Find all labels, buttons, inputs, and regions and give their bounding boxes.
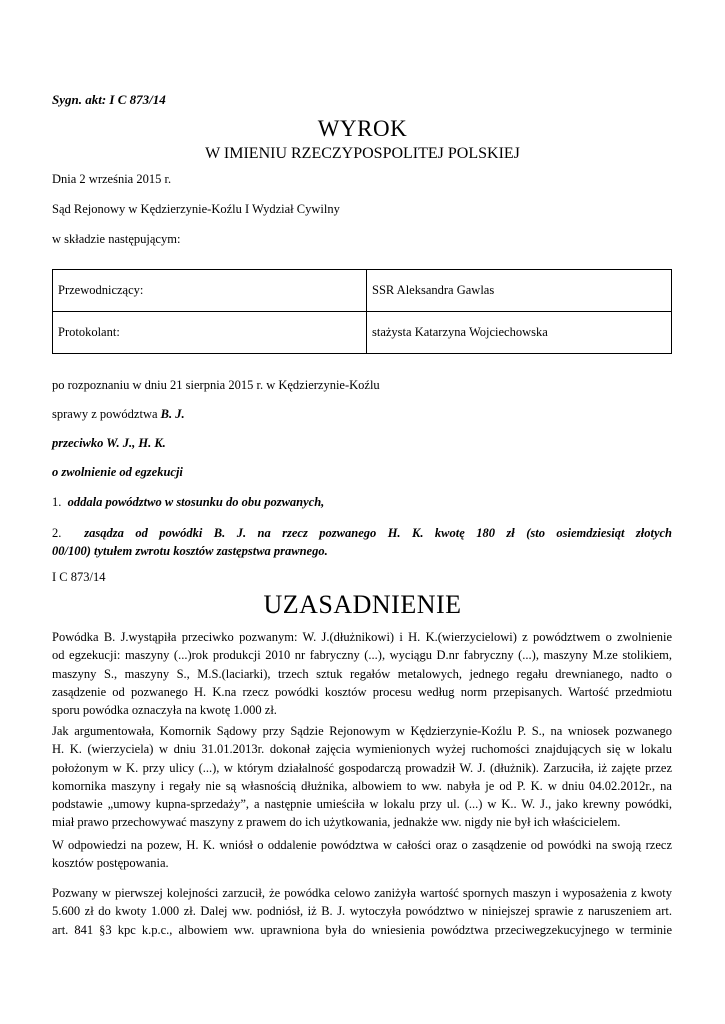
verdict-text-line1: zasądza od powódki B. J. na rzecz pozwanego H. K. kwotę 180 zł (sto osiemdziesiąt złotych	[84, 526, 672, 540]
court-name: Sąd Rejonowy w Kędzierzynie-Koźlu I Wydział Cywilny	[52, 202, 340, 216]
table-row	[53, 270, 672, 312]
verdict-text: oddala powództwo w stosunku do obu pozwanych,	[67, 495, 325, 509]
case-subject: o zwolnienie od egzekucji	[52, 465, 183, 479]
verdict-item-1	[52, 495, 324, 510]
justification-paragraph: Jak argumentowała, Komornik Sądowy przy Sądzie Rejonowym w Kędzierzynie-Koźlu P. S., na wniosek pozwanego H. K. (wierzyciela) w dniu 31.01.2013r. dokonał zajęcia wymienionych wyżej ruchomości znajdujących się w lokalu położonym w K. przy ulicy (...), w którym działalność gospodarczą prowadził W. J. (dłużnik). Zarzuciła, iż zajęte przez komornika maszyny i regały nie są własnością dłużnika, albowiem to ww. nabyła je od P. K. w dniu 04.02.2012r., na podstawie „umowy kupna-sprzedaży”, a następnie umieściła w lokalu przy ul. (...) w K.. W. J., jako krewny powódki, miał prawo przechowywać maszyny z prawem do ich użytkowania, jednakże ww. nigdy nie był ich właścicielem.	[52, 724, 672, 830]
name-cell: stażysta Katarzyna Wojciechowska	[367, 312, 672, 354]
justification-paragraph: Powódka B. J.wystąpiła przeciwko pozwanym: W. J.(dłużnikowi) i H. K.(wierzycielowi) z powództwem o zwolnienie od egzekucji: maszyny (...)rok produkcji 2010 nr fabryczny (...), wyciągu D.nr fabryczny (...), maszyny M.ze stolikiem, maszyny S., maszyny S., M.S.(laciarki), trzech sztuk regałów metalowych, jednego regału drewnianego, nadto o zasądzenie od pozwanego H. K.na rzecz powódki kosztów procesu według norm przepisanych. Wartość przedmiotu sporu powódka oznaczyła na kwotę 1.000 zł.	[52, 630, 672, 718]
justification-paragraph: Pozwany w pierwszej kolejności zarzucił, że powódka celowo zaniżyła wartość spornych maszyn i wyposażenia z kwoty 5.600 zł do kwoty 1.000 zł. Dalej ww. podniósł, iż B. J. wytoczyła powództwo w niniejszej sprawie z naruszeniem art. art. 841 §3 kpc k.p.c., albowiem ww. uprawniona była do wniesienia powództwa przeciwegzekucyjnego w terminie	[52, 886, 672, 937]
document-title: WYROK	[317, 116, 408, 141]
verdict-number: 2.	[52, 526, 62, 540]
table-row	[53, 312, 672, 354]
hearing-info: po rozpoznaniu w dniu 21 sierpnia 2015 r. w Kędzierzynie-Koźlu	[52, 378, 380, 392]
verdict-item-2	[52, 524, 672, 561]
justification-signature: I C 873/14	[52, 570, 106, 584]
judgment-date: Dnia 2 września 2015 r.	[52, 172, 172, 186]
claim-prefix: sprawy z powództwa	[52, 407, 161, 421]
name-cell: SSR Aleksandra Gawlas	[367, 270, 672, 312]
composition-label: w składzie następującym:	[52, 232, 181, 246]
role-cell: Przewodniczący:	[53, 270, 367, 312]
justification-paragraph: W odpowiedzi na pozew, H. K. wniósł o oddalenie powództwa w całości oraz o zasądzenie od powódki na swoją rzecz kosztów postępowania.	[52, 838, 672, 871]
claim-line	[52, 407, 185, 422]
role-cell: Protokolant:	[53, 312, 367, 354]
verdict-number: 1.	[52, 495, 62, 509]
justification-title: UZASADNIENIE	[263, 590, 462, 619]
verdict-text-line2: 00/100) tytułem zwrotu kosztów zastępstwa prawnego.	[52, 544, 328, 559]
document-subtitle: W IMIENIU RZECZYPOSPOLITEJ POLSKIEJ	[205, 145, 520, 162]
composition-table	[52, 269, 672, 354]
case-signature: Sygn. akt: I C 873/14	[52, 92, 166, 107]
claimant-name: B. J.	[160, 407, 185, 421]
defendants-line: przeciwko W. J., H. K.	[52, 436, 166, 450]
